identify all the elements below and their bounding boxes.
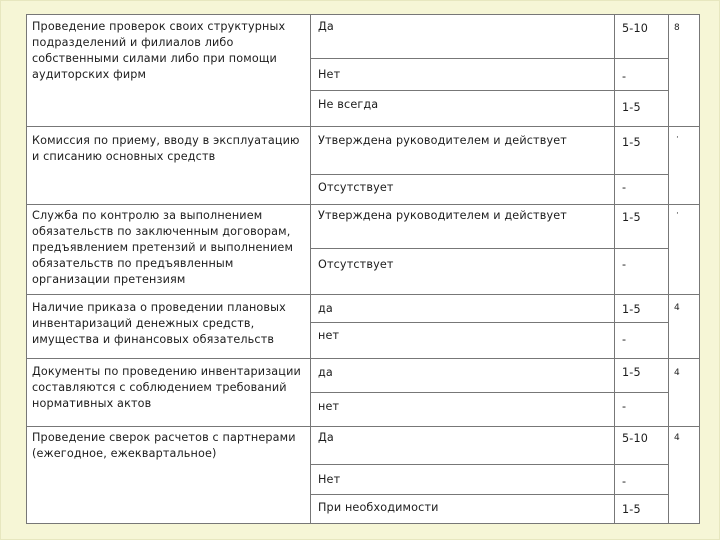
score-range: 1-5 [622, 211, 641, 224]
handwritten-mark: · [676, 133, 680, 143]
row-divider [26, 426, 700, 427]
score-range: 1-5 [622, 366, 641, 379]
score-range: - [622, 258, 627, 271]
table-border-right [699, 14, 700, 524]
answer-option: Не всегда [318, 98, 379, 111]
row-divider [26, 294, 700, 295]
answer-option: нет [318, 400, 340, 413]
criterion-text: Служба по контролю за выполнением обязательств по заключенным договорам, предъявлением претензий и выполнением обязательств по предъявленным организации претензиям [32, 209, 294, 286]
answer-option: Нет [318, 68, 341, 81]
row-divider [26, 204, 700, 205]
row-divider [26, 358, 700, 359]
score-range: - [622, 400, 627, 413]
answer-option: При необходимости [318, 501, 439, 514]
answer-option: Да [318, 431, 334, 444]
answer-divider [310, 494, 668, 495]
answer-divider [310, 248, 668, 249]
handwritten-mark: 8 [674, 23, 680, 33]
answer-option: Отсутствует [318, 258, 394, 271]
score-range: - [622, 70, 627, 83]
criterion-text: Документы по проведению инвентаризации составляются с соблюдением требований нормативных актов [32, 365, 301, 410]
handwritten-mark: · [676, 209, 680, 219]
criterion-text: Комиссия по приему, вводу в эксплуатацию и списанию основных средств [32, 134, 300, 163]
score-range: - [622, 181, 627, 194]
handwritten-mark: 4 [674, 368, 680, 378]
answer-divider [310, 174, 668, 175]
answer-option: да [318, 366, 333, 379]
score-range: 1-5 [622, 101, 641, 114]
handwritten-mark: 4 [674, 303, 680, 313]
answer-option: Утверждена руководителем и действует [318, 209, 567, 222]
column-divider-score [668, 126, 669, 524]
answer-option: нет [318, 329, 340, 342]
answer-option: Да [318, 20, 334, 33]
score-range: 1-5 [622, 136, 641, 149]
answer-divider [310, 322, 668, 323]
answer-option: Отсутствует [318, 181, 394, 194]
table-border-left [26, 14, 27, 524]
score-range: - [622, 333, 627, 346]
score-range: 5-10 [622, 432, 648, 445]
answer-option: да [318, 302, 333, 315]
score-range: 1-5 [622, 303, 641, 316]
answer-divider [310, 392, 668, 393]
score-range: 5-10 [622, 22, 648, 35]
criterion-text: Проведение сверок расчетов с партнерами (ежегодное, ежеквартальное) [32, 431, 296, 460]
answer-divider [310, 58, 668, 59]
answer-divider [310, 90, 668, 91]
criterion-text: Наличие приказа о проведении плановых инвентаризаций денежных средств, имущества и финансовых обязательств [32, 301, 286, 346]
table-border-top [26, 14, 700, 15]
scoring-table [26, 14, 700, 524]
row-divider [26, 126, 700, 127]
score-range: - [622, 475, 627, 488]
answer-option: Нет [318, 473, 341, 486]
handwritten-mark: 4 [674, 433, 680, 443]
table-border-bottom [26, 523, 700, 524]
answer-divider [310, 464, 668, 465]
score-range: 1-5 [622, 503, 641, 516]
column-divider-score [668, 14, 669, 126]
criterion-text: Проведение проверок своих структурных подразделений и филиалов либо собственными силами либо при помощи аудиторских фирм [32, 20, 286, 81]
answer-option: Утверждена руководителем и действует [318, 134, 567, 147]
